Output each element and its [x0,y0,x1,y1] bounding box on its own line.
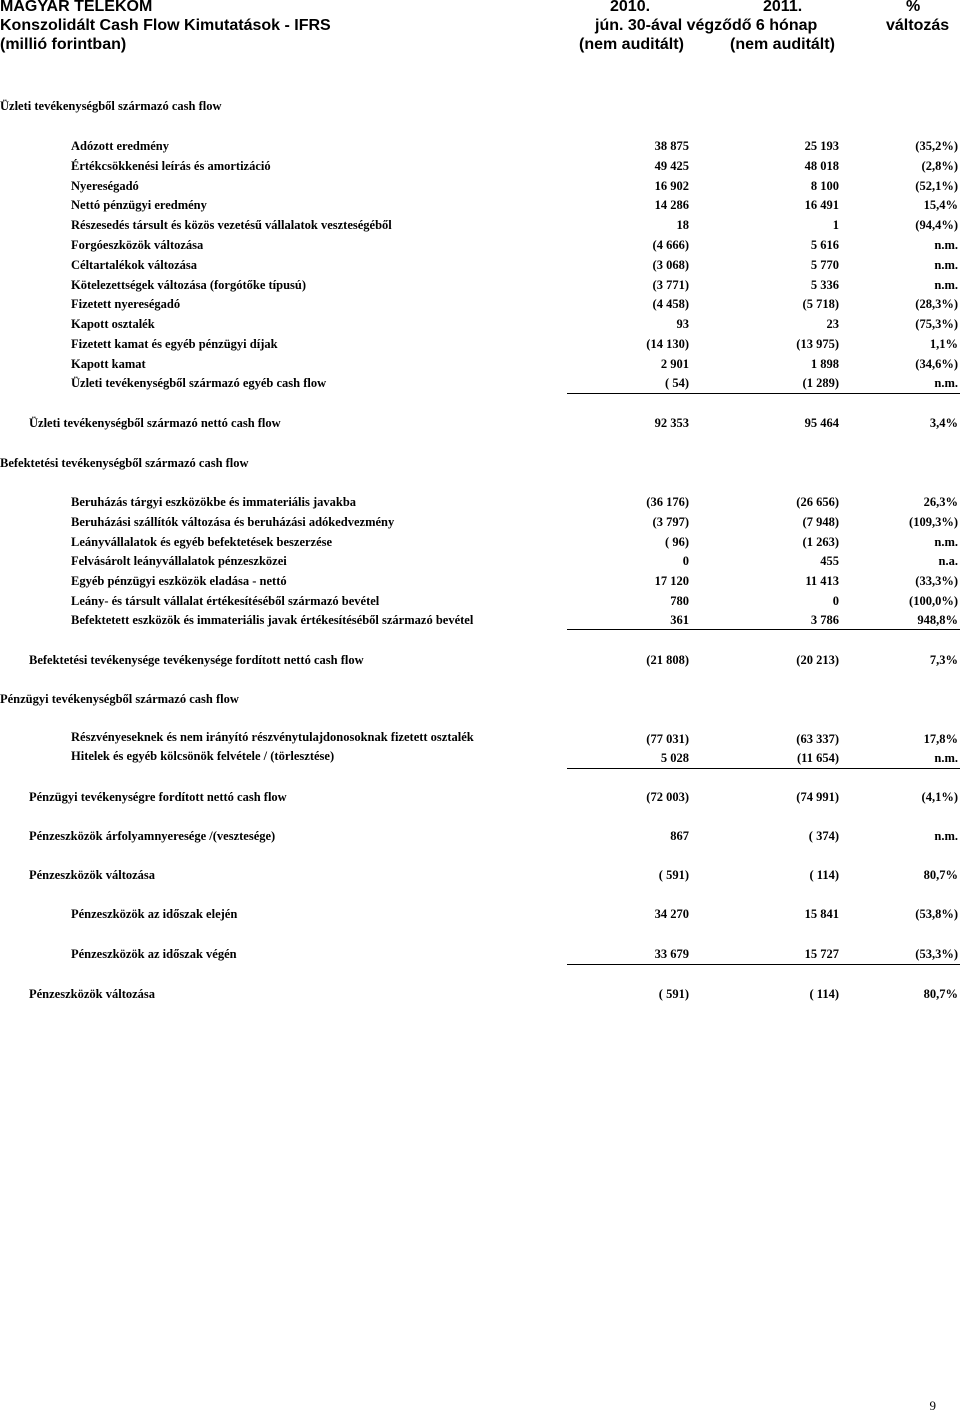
value-2011: 48 018 [804,159,839,173]
value-2011: 3 786 [810,613,839,627]
value-2010: (4 666) [652,238,689,252]
change-value: (109,3%) [909,515,958,529]
financing-section-heading: Pénzügyi tevékenységből származó cash flow [0,692,239,706]
value-2010: 49 425 [654,159,689,173]
change-value: 17,8% [923,732,958,746]
value-2010: 2 901 [660,357,689,371]
value-2011: 0 [832,594,839,608]
value-2010: 92 353 [654,416,689,430]
audit-2011-header: (nem auditált) [730,36,835,53]
period-header: jún. 30-ával végződő 6 hónap [595,17,818,34]
value-2010: 33 679 [654,947,689,961]
value-2011: (1 289) [802,376,839,390]
row-label: Befektetett eszközök és immateriális javak értékesítéséből származó bevétel [71,613,474,627]
value-2010: (77 031) [646,732,689,746]
row-label: Befektetési tevékenysége tevékenysége fordított nettó cash flow [29,653,364,667]
value-2010: 5 028 [660,751,689,765]
change-value: (52,1%) [915,179,958,193]
row-label: Részesedés társult és közös vezetésű vállalatok veszteségéből [71,218,392,232]
change-value: (94,4%) [915,218,958,232]
row-label: Fizetett nyereségadó [71,297,181,311]
value-2011: 25 193 [804,139,839,153]
change-value: n.m. [934,238,958,252]
value-2010: 16 902 [654,179,689,193]
row-label: Nyereségadó [71,179,139,193]
value-2011: ( 114) [809,868,839,882]
change-value: n.m. [934,535,958,549]
value-2011: 8 100 [810,179,839,193]
value-2010: ( 591) [658,868,689,882]
row-label: Pénzeszközök az időszak elején [71,907,238,921]
row-label: Adózott eredmény [71,139,170,153]
change-value: (4,1%) [921,790,958,804]
change-value: 80,7% [923,868,958,882]
value-2010: 17 120 [654,574,689,588]
value-2011: (26 656) [796,495,839,509]
change-value: (33,3%) [915,574,958,588]
value-2010: 361 [670,613,689,627]
value-2011: (5 718) [802,297,839,311]
value-2011: (13 975) [796,337,839,351]
value-2010: (36 176) [646,495,689,509]
value-2011: 5 336 [810,278,839,292]
change-value: n.m. [934,751,958,765]
value-2010: (14 130) [646,337,689,351]
subtotal-rule [567,768,960,769]
audit-2010-header: (nem auditált) [579,36,684,53]
row-label: Üzleti tevékenységből származó egyéb cash flow [71,376,327,390]
value-2010: 93 [676,317,689,331]
row-label: Beruházás tárgyi eszközökbe és immateriális javakba [71,495,357,509]
change-value: n.m. [934,829,958,843]
change-value: 3,4% [929,416,958,430]
change-value: 26,3% [923,495,958,509]
change-value: (28,3%) [915,297,958,311]
year-2010-header: 2010. [610,0,651,15]
investing-section-heading: Befektetési tevékenységből származó cash flow [0,456,249,470]
row-label: Hitelek és egyéb kölcsönök felvétele / (törlesztése) [71,749,335,763]
row-label: Részvényeseknek és nem irányító részvénytulajdonosoknak fizetett osztalék [71,730,474,744]
change-value: (75,3%) [915,317,958,331]
value-2011: (74 991) [796,790,839,804]
value-2010: (3 068) [652,258,689,272]
subtotal-rule [567,964,960,965]
change-value: 15,4% [923,198,958,212]
year-2011-header: 2011. [763,0,803,15]
value-2010: 18 [676,218,689,232]
row-label: Nettó pénzügyi eredmény [71,198,207,212]
value-2011: 16 491 [804,198,839,212]
row-label: Leány- és társult vállalat értékesítéséből származó bevétel [71,594,380,608]
value-2011: 15 841 [804,907,839,921]
value-2011: 95 464 [804,416,839,430]
change-value: n.m. [934,376,958,390]
row-label: Kapott kamat [71,357,146,371]
page-number: 9 [929,1398,936,1413]
change-value: (34,6%) [915,357,958,371]
value-2010: 34 270 [654,907,689,921]
value-2010: 867 [670,829,689,843]
value-2010: ( 591) [658,987,689,1001]
subtotal-rule [567,393,960,394]
row-label: Felvásárolt leányvállalatok pénzeszközei [71,554,287,568]
value-2011: 5 616 [810,238,839,252]
value-2011: 5 770 [810,258,839,272]
value-2011: ( 114) [809,987,839,1001]
value-2010: (21 808) [646,653,689,667]
value-2010: 14 286 [654,198,689,212]
row-label: Üzleti tevékenységből származó nettó cash flow [29,416,281,430]
change-header: változás [886,17,950,34]
operating-section-heading: Üzleti tevékenységből származó cash flow [0,99,222,113]
value-2010: (3 797) [652,515,689,529]
value-2010: 780 [670,594,689,608]
row-label: Pénzeszközök változása [29,868,156,882]
row-label: Leányvállalatok és egyéb befektetések beszerzése [71,535,333,549]
row-label: Pénzeszközök változása [29,987,156,1001]
value-2010: 38 875 [654,139,689,153]
row-label: Céltartalékok változása [71,258,198,272]
value-2010: ( 96) [665,535,689,549]
value-2011: (7 948) [802,515,839,529]
row-label: Értékcsökkenési leírás és amortizáció [71,159,271,173]
change-value: n.a. [938,554,958,568]
change-value: (53,8%) [915,907,958,921]
value-2010: ( 54) [665,376,689,390]
change-value: 80,7% [923,987,958,1001]
change-value: n.m. [934,258,958,272]
row-label: Kötelezettségek változása (forgótőke típusú) [71,278,307,292]
value-2011: 1 898 [810,357,839,371]
value-2010: (3 771) [652,278,689,292]
change-value: (2,8%) [921,159,958,173]
change-value: 7,3% [929,653,958,667]
value-2010: (72 003) [646,790,689,804]
value-2010: (4 458) [652,297,689,311]
row-label: Egyéb pénzügyi eszközök eladása - nettó [71,574,287,588]
subtotal-rule [567,629,960,630]
row-label: Beruházási szállítók változása és beruházási adókedvezmény [71,515,395,529]
value-2011: (20 213) [796,653,839,667]
value-2011: ( 374) [808,829,839,843]
row-label: Pénzeszközök az időszak végén [71,947,237,961]
row-label: Pénzeszközök árfolyamnyeresége /(vesztesége) [29,829,276,843]
change-value: 948,8% [917,613,958,627]
row-label: Forgóeszközök változása [71,238,204,252]
change-value: (100,0%) [909,594,958,608]
value-2011: 11 413 [805,574,839,588]
unit-label: (millió forintban) [0,36,127,53]
percent-header: % [906,0,921,15]
value-2011: (1 263) [802,535,839,549]
change-value: n.m. [934,278,958,292]
value-2011: 23 [826,317,839,331]
change-value: (35,2%) [915,139,958,153]
value-2010: 0 [682,554,689,568]
row-label: Pénzügyi tevékenységre fordított nettó cash flow [29,790,287,804]
value-2011: (63 337) [796,732,839,746]
value-2011: 455 [820,554,839,568]
value-2011: 1 [832,218,839,232]
change-value: 1,1% [929,337,958,351]
value-2011: (11 654) [796,751,839,765]
company-name: MAGYAR TELEKOM [0,0,153,15]
row-label: Kapott osztalék [71,317,155,331]
report-title: Konszolidált Cash Flow Kimutatások - IFRS [0,17,331,34]
value-2011: 15 727 [804,947,839,961]
row-label: Fizetett kamat és egyéb pénzügyi díjak [71,337,278,351]
change-value: (53,3%) [915,947,958,961]
